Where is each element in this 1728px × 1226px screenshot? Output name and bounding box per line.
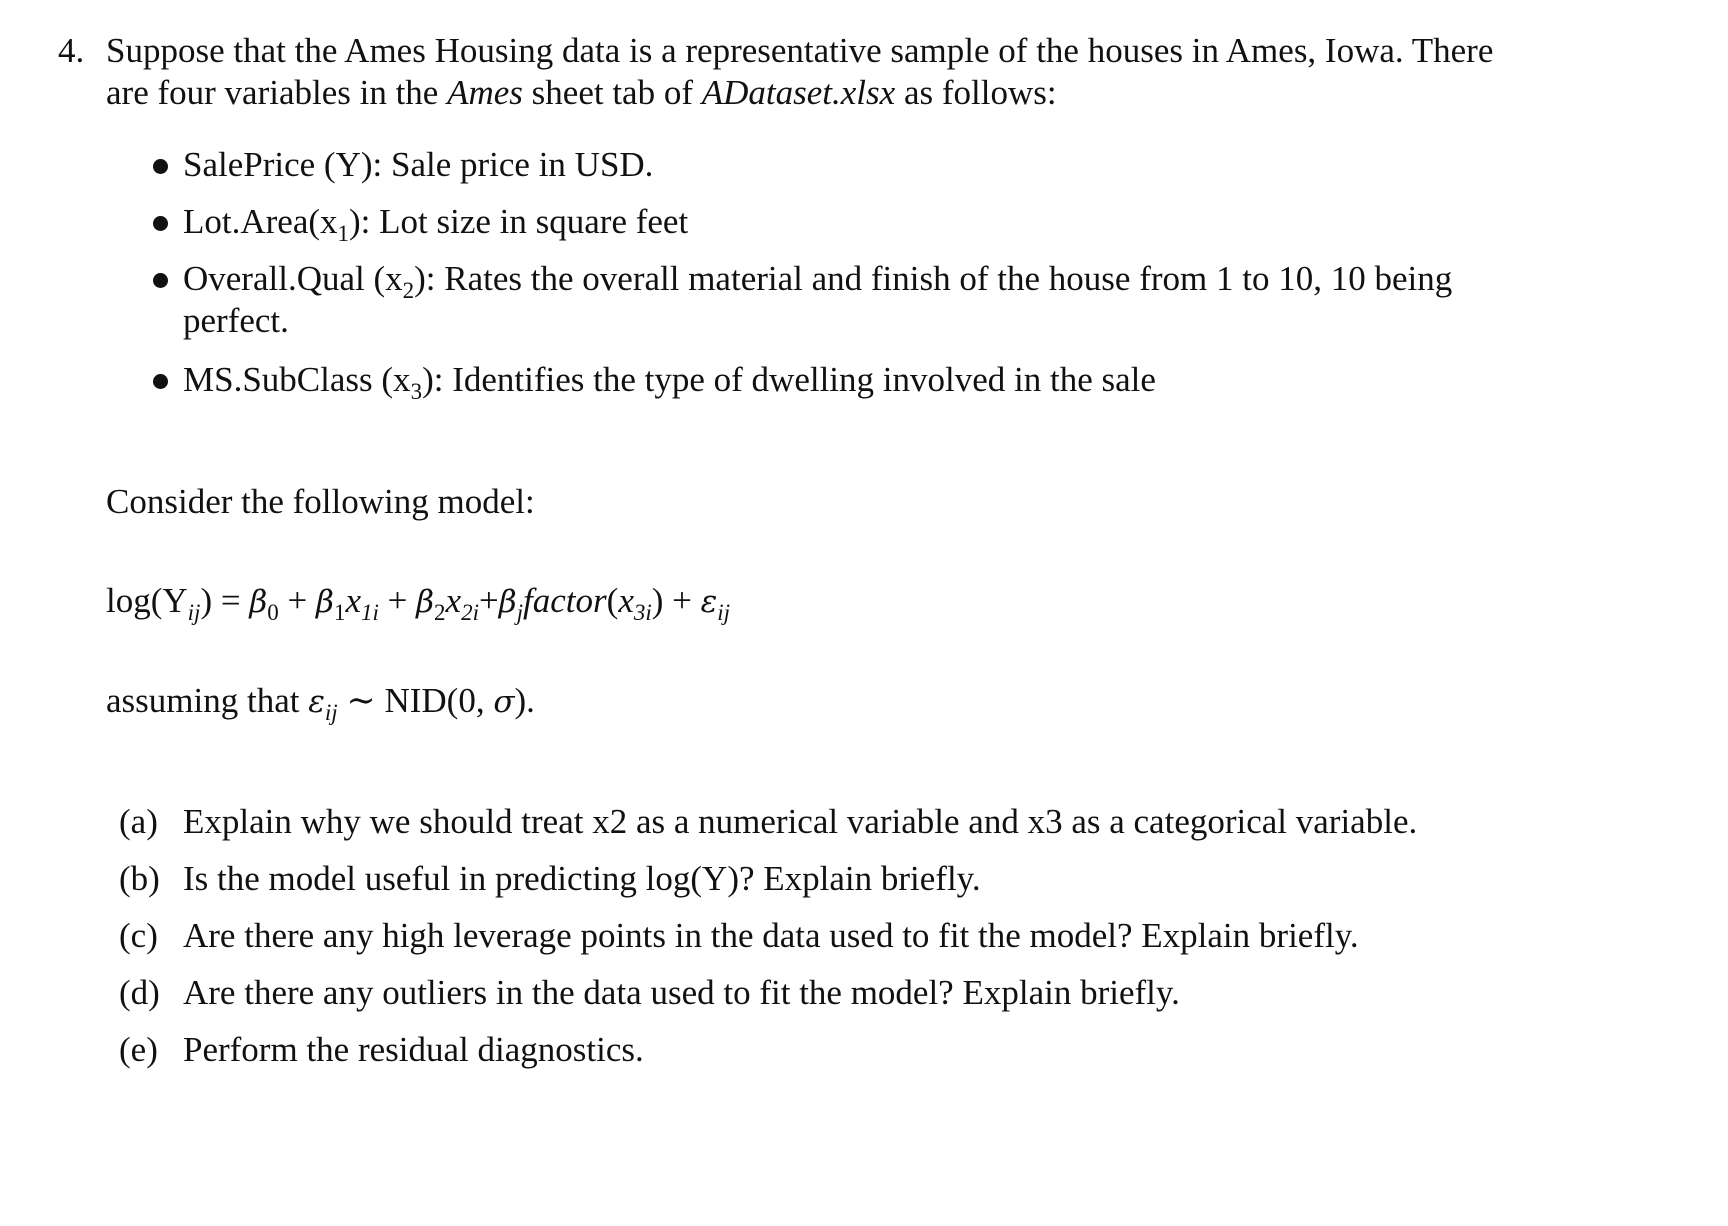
part-label: (c) <box>119 916 158 955</box>
part-label: (e) <box>119 1030 158 1069</box>
list-item: $Lot.Area(x_1)$: Lot size in square feet <box>183 202 689 246</box>
file-name: ADataset.xlsx <box>701 73 896 112</box>
part-text: Is the model useful in predicting log(Y)? Explain briefly. <box>183 859 981 898</box>
model-intro: Consider the following model: <box>106 482 535 521</box>
bullet-icon <box>153 159 168 174</box>
model-assumption: assuming that $\varepsilon_{ij}$ ∼ NID(0, σ). <box>106 681 535 725</box>
part-label: (d) <box>119 973 160 1012</box>
question-intro-line2: are four variables in the Ames sheet tab of ADataset.xlsx as follows: <box>106 73 1057 112</box>
list-item: SalePrice (Y): Sale price in USD. <box>183 145 654 184</box>
part-text: Perform the residual diagnostics. <box>183 1030 644 1069</box>
bullet-icon <box>153 374 168 389</box>
bullet-icon <box>153 273 168 288</box>
list-item: MS.SubClass $(x_3)$: Identifies the type of dwelling involved in the sale <box>183 360 1156 404</box>
sheet-name: Ames <box>447 73 523 112</box>
list-item: Overall.Qual $(x_2)$: Rates the overall material and finish of the house from 1 to 10, 10 being <box>183 259 1453 303</box>
part-label: (b) <box>119 859 160 898</box>
bullet-icon <box>153 216 168 231</box>
part-text: Explain why we should treat x2 as a numerical variable and x3 as a categorical variable. <box>183 802 1418 841</box>
part-text: Are there any outliers in the data used to fit the model? Explain briefly. <box>183 973 1180 1012</box>
question-intro-line1: Suppose that the Ames Housing data is a representative sample of the houses in Ames, Iowa. There <box>106 31 1494 70</box>
model-equation: $\log(Y_{ij}) = \beta_0 + \beta_1x_{1i}$ + $\beta_2x_{2i}+\beta_jfactor(x_{3i}) + \varepsilon_{ij}$ <box>106 581 731 625</box>
part-label: (a) <box>119 802 158 841</box>
part-text: Are there any high leverage points in the data used to fit the model? Explain briefly. <box>183 916 1359 955</box>
list-item-continuation: perfect. <box>183 301 289 340</box>
question-number: 4. <box>58 31 85 70</box>
